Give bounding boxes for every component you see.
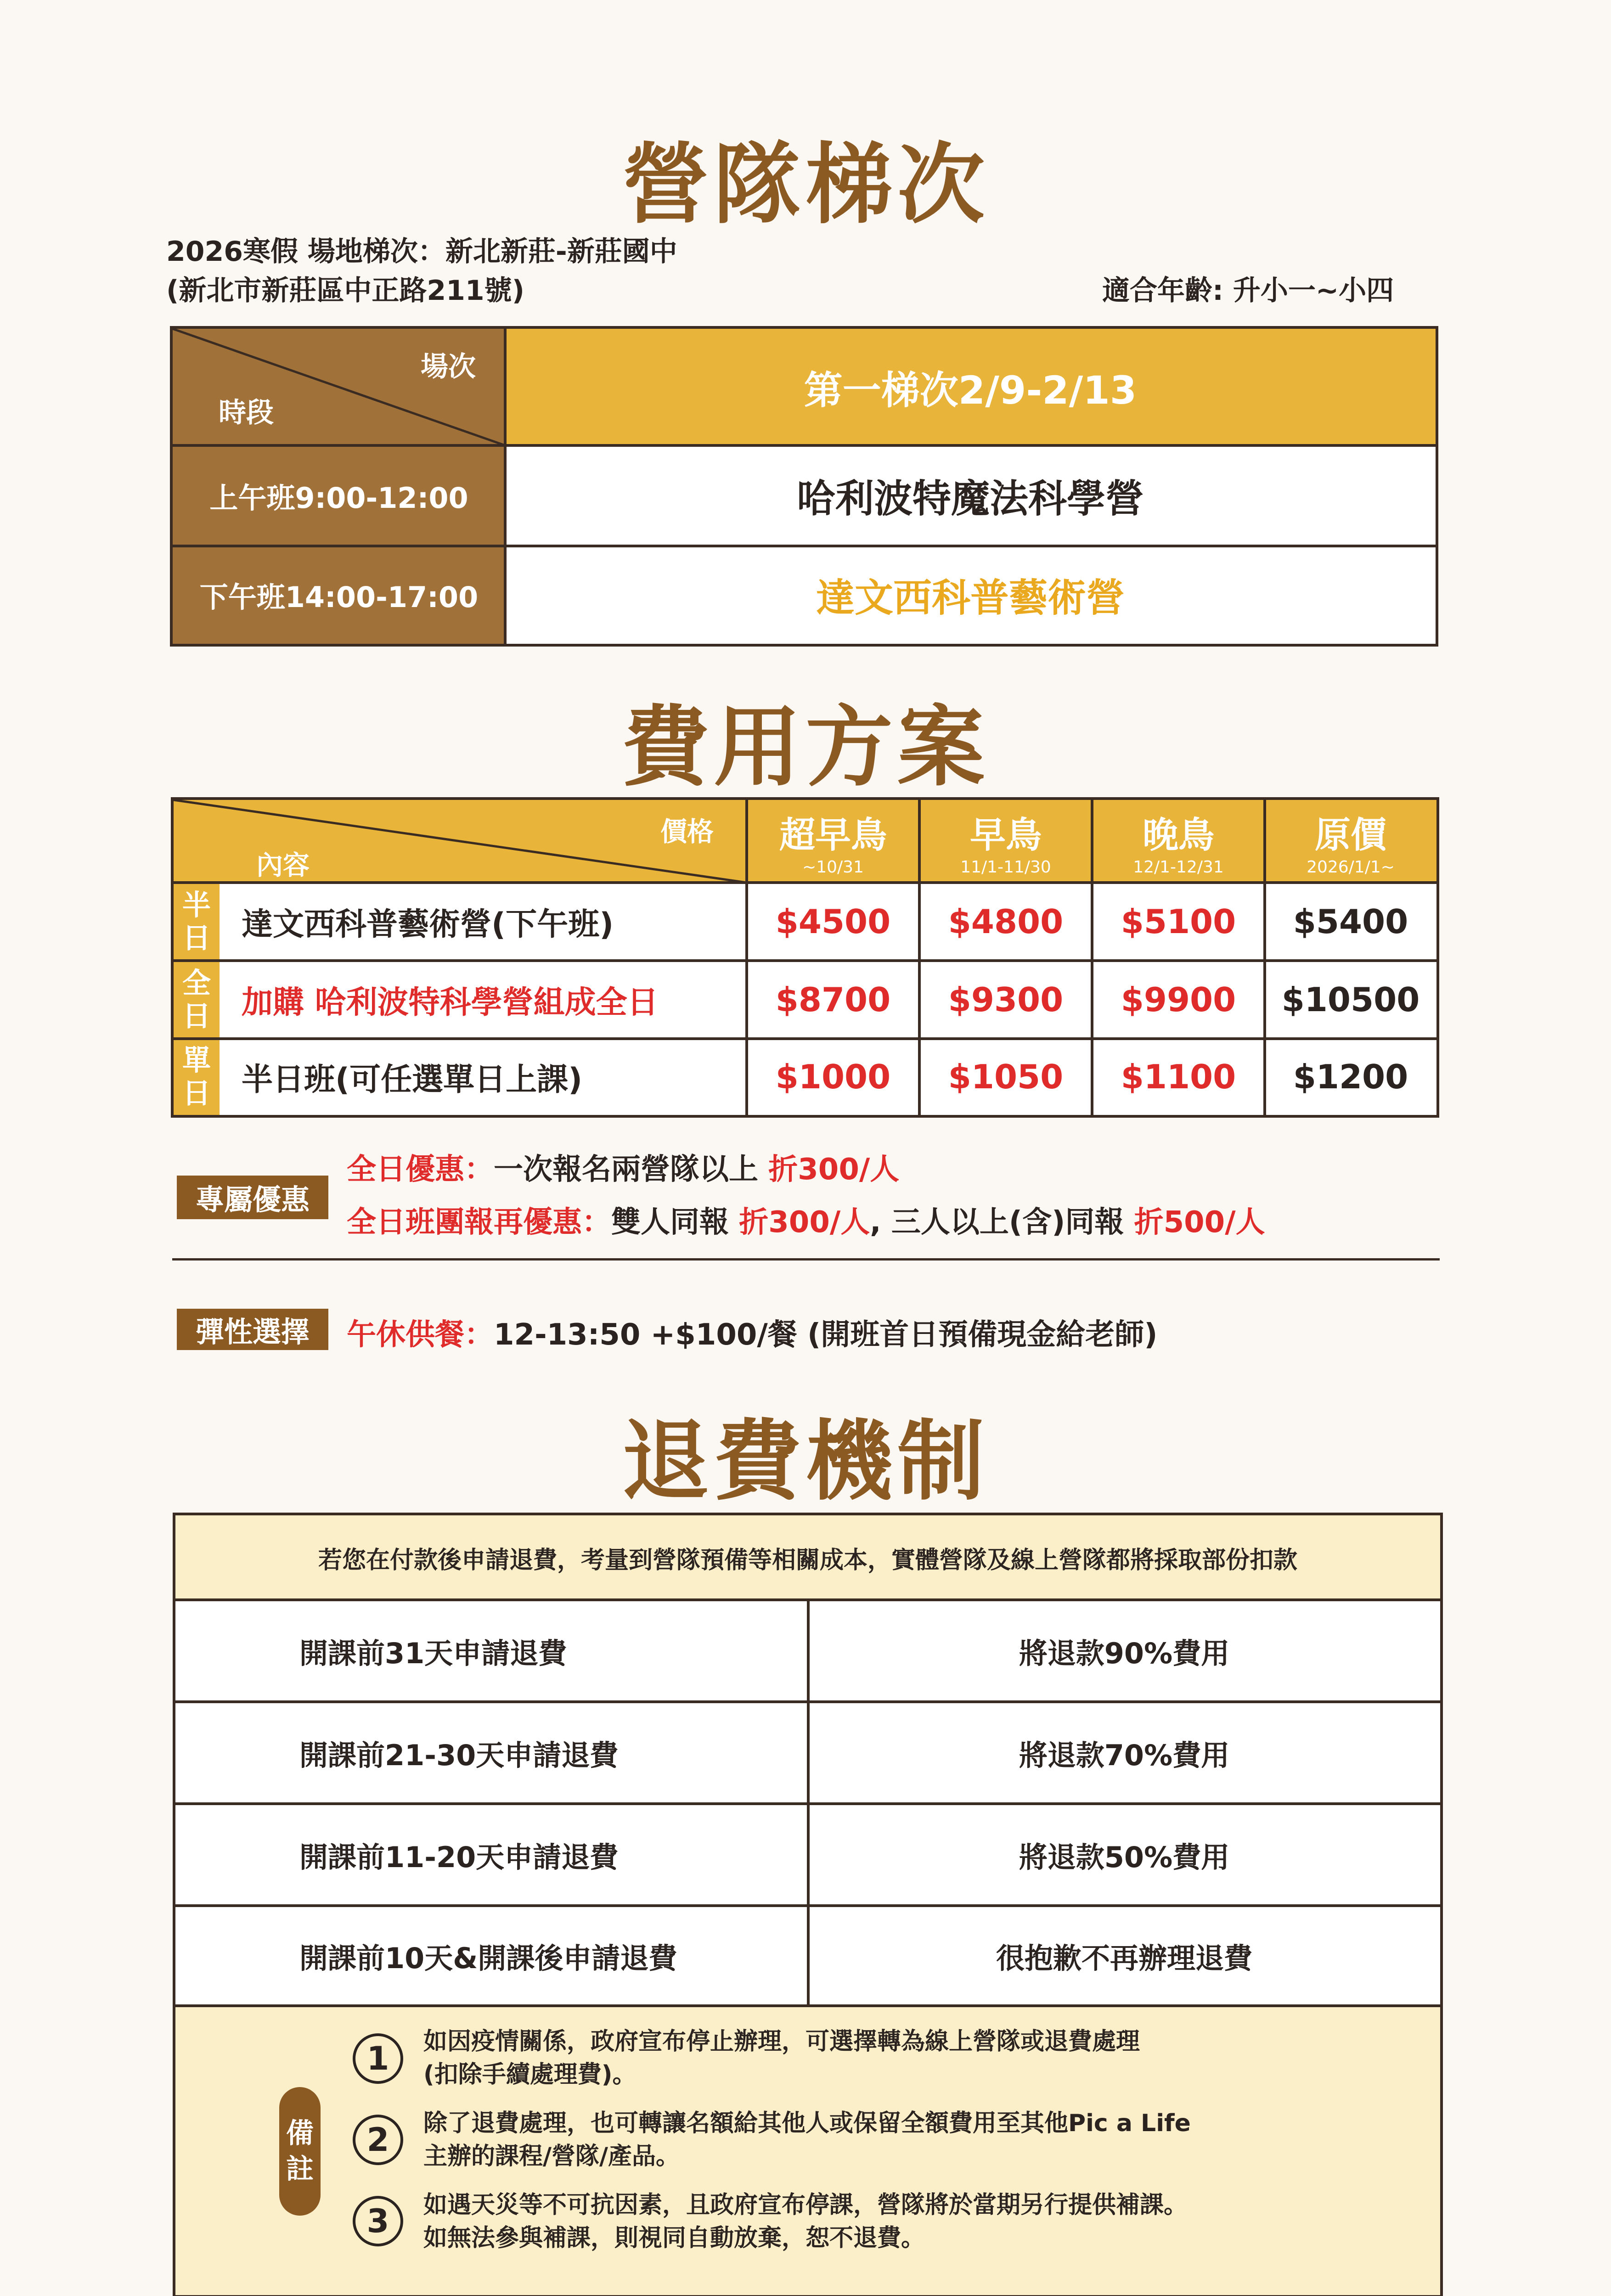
row-tag-char: 單 xyxy=(182,1043,211,1077)
col-late xyxy=(1092,800,1265,883)
lunch-option xyxy=(347,1311,1158,1353)
price-cell: $1200 xyxy=(1265,1039,1436,1115)
col-name: 超早鳥 xyxy=(779,814,887,856)
corner-label-time: 時段 xyxy=(219,397,274,429)
note-line: 如因疫情關係，政府宣布停止辦理，可選擇轉為線上營隊或退費處理 xyxy=(423,2028,1140,2055)
refund-condition: 開課前10天&開課後申請退費 xyxy=(175,1906,808,2006)
fee-title: 費用方案 xyxy=(621,697,989,798)
price-cell: $1000 xyxy=(747,1039,919,1115)
row-tag-char: 日 xyxy=(182,921,211,955)
price-cell: $8700 xyxy=(747,961,919,1039)
fee-corner-content: 內容 xyxy=(256,850,310,881)
note-line: 主辦的課程/營隊/產品。 xyxy=(423,2143,680,2170)
discount-line-2 xyxy=(347,1199,1265,1241)
row-tag-full xyxy=(174,961,220,1039)
note-3 xyxy=(423,2189,1188,2255)
col-date: ~10/31 xyxy=(802,857,864,877)
price-cell: $9300 xyxy=(919,961,1092,1039)
discount-text: 一次報名兩營隊以上 xyxy=(494,1153,769,1187)
refund-condition: 開課前31天申請退費 xyxy=(175,1600,808,1702)
col-date: 12/1-12/31 xyxy=(1133,857,1224,877)
col-name: 晚鳥 xyxy=(1142,814,1214,856)
notes-badge-char: 註 xyxy=(286,2153,314,2185)
price-cell: $1050 xyxy=(919,1039,1092,1115)
refund-result: 很抱歉不再辦理退費 xyxy=(808,1906,1440,2006)
note-line: 如無法參與補課，則視同自動放棄，恕不退費。 xyxy=(423,2224,925,2252)
row-tag-char: 半 xyxy=(182,888,211,922)
price-cell: $10500 xyxy=(1265,961,1436,1039)
venue-info: 2026寒假 場地梯次：新北新莊-新莊國中 xyxy=(166,236,677,268)
note-number: 3 xyxy=(353,2196,403,2246)
discount-value: 折300/人 xyxy=(739,1205,870,1239)
row-content: 半日班(可任選單日上課) xyxy=(220,1039,747,1115)
col-super-early xyxy=(747,800,919,883)
discount-value: 折500/人 xyxy=(1134,1205,1265,1239)
price-cell: $4500 xyxy=(747,883,919,961)
notes-badge-char: 備 xyxy=(286,2117,314,2150)
note-1 xyxy=(423,2025,1140,2091)
row-content: 達文西科普藝術營(下午班) xyxy=(220,883,747,961)
lunch-text: 12-13:50 +$100/餐 (開班首日預備現金給老師) xyxy=(494,1318,1158,1352)
session-header: 第一梯次2/9-2/13 xyxy=(505,329,1436,445)
corner-label-session: 場次 xyxy=(421,351,476,383)
row-tag-char: 日 xyxy=(182,999,211,1033)
time-afternoon: 下午班14:00-17:00 xyxy=(173,546,505,644)
col-date: 11/1-11/30 xyxy=(960,857,1051,877)
divider xyxy=(172,1258,1440,1261)
row-tag-half xyxy=(174,883,220,961)
note-line: 如遇天災等不可抗因素，且政府宣布停課，營隊將於當期另行提供補課。 xyxy=(423,2191,1188,2219)
lunch-label: 午休供餐： xyxy=(347,1318,494,1352)
col-date: 2026/1/1~ xyxy=(1307,857,1395,877)
camp-afternoon: 達文西科普藝術營 xyxy=(505,546,1436,644)
price-cell: $5100 xyxy=(1092,883,1265,961)
refund-result: 將退款90%費用 xyxy=(808,1600,1440,1702)
price-cell: $1100 xyxy=(1092,1039,1265,1115)
age-range: 適合年齡: 升小一~小四 xyxy=(1102,275,1394,307)
refund-intro: 若您在付款後申請退費，考量到營隊預備等相關成本，實體營隊及線上營隊都將採取部份扣款 xyxy=(175,1515,1440,1600)
refund-result: 將退款70%費用 xyxy=(808,1702,1440,1804)
discount-text: , 三人以上(含)同報 xyxy=(870,1205,1134,1239)
discount-label: 全日班團報再優惠： xyxy=(347,1205,611,1239)
notes-badge xyxy=(279,2087,321,2216)
camp-title: 營隊梯次 xyxy=(621,134,989,236)
row-content: 加購 哈利波特科學營組成全日 xyxy=(220,961,747,1039)
refund-condition: 開課前21-30天申請退費 xyxy=(175,1702,808,1804)
discount-label: 全日優惠： xyxy=(347,1153,494,1187)
col-early xyxy=(919,800,1092,883)
row-tag-single xyxy=(174,1039,220,1115)
fee-corner-price: 價格 xyxy=(660,816,714,847)
discount-text: 雙人同報 xyxy=(611,1205,739,1239)
schedule-corner xyxy=(173,329,505,445)
col-original xyxy=(1265,800,1436,883)
schedule-table xyxy=(170,326,1438,647)
refund-title: 退費機制 xyxy=(621,1411,989,1512)
note-2 xyxy=(423,2107,1191,2173)
row-tag-char: 日 xyxy=(182,1076,211,1110)
discount-line-1 xyxy=(347,1146,899,1188)
note-line: (扣除手續處理費)。 xyxy=(423,2061,637,2088)
col-name: 早鳥 xyxy=(969,814,1042,856)
camp-morning: 哈利波特魔法科學營 xyxy=(505,445,1436,546)
col-name: 原價 xyxy=(1314,814,1386,856)
refund-table xyxy=(173,1513,1443,2296)
price-cell: $9900 xyxy=(1092,961,1265,1039)
price-cell: $5400 xyxy=(1265,883,1436,961)
discount-badge: 專屬優惠 xyxy=(177,1176,328,1219)
venue-address: (新北市新莊區中正路211號) xyxy=(166,275,525,307)
note-number: 2 xyxy=(353,2115,403,2165)
note-line: 除了退費處理，也可轉讓名額給其他人或保留全額費用至其他Pic a Life xyxy=(423,2110,1191,2137)
discount-value: 折300/人 xyxy=(768,1153,900,1187)
refund-condition: 開課前11-20天申請退費 xyxy=(175,1804,808,1906)
price-cell: $4800 xyxy=(919,883,1092,961)
fee-table xyxy=(171,797,1439,1118)
fee-corner xyxy=(174,800,747,883)
option-badge: 彈性選擇 xyxy=(177,1309,328,1350)
row-tag-char: 全 xyxy=(182,966,211,1000)
time-morning: 上午班9:00-12:00 xyxy=(173,445,505,546)
note-number: 1 xyxy=(353,2033,403,2084)
refund-result: 將退款50%費用 xyxy=(808,1804,1440,1906)
